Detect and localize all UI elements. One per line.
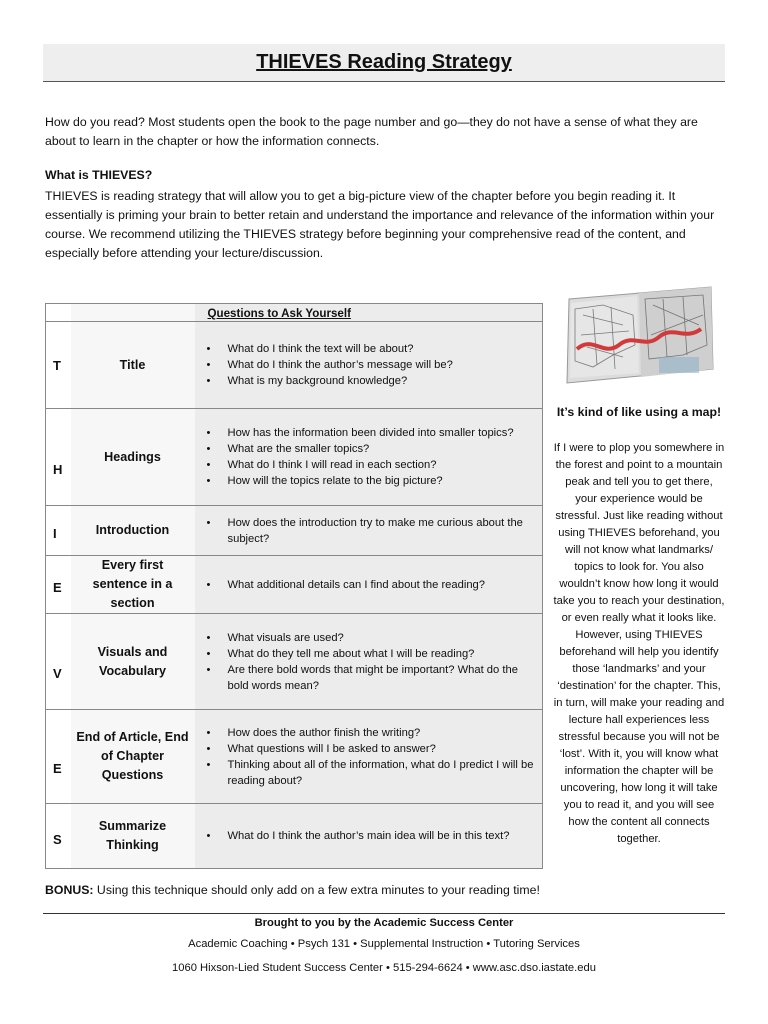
row-letter: I xyxy=(46,506,71,556)
questions-header: Questions to Ask Yourself xyxy=(207,307,351,320)
table-row xyxy=(46,506,543,556)
row-term: Title xyxy=(71,322,195,409)
question-item: • Thinking about all of the information, what do I predict I will be reading about? xyxy=(207,757,535,789)
question-list xyxy=(207,425,535,489)
question-item: • What do I think the author’s message will be? xyxy=(207,357,535,373)
question-item: • What questions will I be asked to answer? xyxy=(207,741,535,757)
row-letter: T xyxy=(46,322,71,409)
what-is-heading: What is THIEVES? xyxy=(45,168,153,182)
footer-credit: Brought to you by the Academic Success Center xyxy=(254,917,514,929)
footer-divider xyxy=(43,913,725,914)
row-questions xyxy=(195,322,543,409)
question-item: • What do they tell me about what I will be reading? xyxy=(207,646,535,662)
bonus-label: BONUS: xyxy=(45,883,94,897)
table-row xyxy=(46,710,543,804)
row-term: End of Article, End of Chapter Questions xyxy=(71,710,195,804)
question-item: • Are there bold words that might be important? What do the bold words mean? xyxy=(207,662,535,694)
question-item: • How does the introduction try to make me curious about the subject? xyxy=(207,515,535,547)
question-list xyxy=(207,725,535,789)
row-term: Headings xyxy=(71,409,195,506)
row-questions xyxy=(195,409,543,506)
question-item: • What do I think the text will be about? xyxy=(207,341,535,357)
table-row xyxy=(46,322,543,409)
row-letter: E xyxy=(46,710,71,804)
what-is-body: THIEVES is reading strategy that will allow you to get a big-picture view of the chapter before you begin reading it. It essentially is priming your brain to better retain and understand the importance and relevance of the information within your course. We recommend utilizing the THIEVES strategy before beginning your comprehensive read of the content, and especially before attending your lecture/discussion. xyxy=(45,189,715,260)
intro-paragraph xyxy=(45,113,725,151)
row-questions xyxy=(195,804,543,869)
row-letter: V xyxy=(46,614,71,710)
row-questions xyxy=(195,614,543,710)
row-letter: E xyxy=(46,556,71,614)
question-item: • What additional details can I find about the reading? xyxy=(207,577,535,593)
page-title: THIEVES Reading Strategy xyxy=(256,51,512,73)
row-term: Summarize Thinking xyxy=(71,804,195,869)
question-item: • How will the topics relate to the big picture? xyxy=(207,473,535,489)
question-item: • How has the information been divided into smaller topics? xyxy=(207,425,535,441)
row-questions xyxy=(195,556,543,614)
question-item: • What are the smaller topics? xyxy=(207,441,535,457)
table-header-row xyxy=(46,304,543,322)
bonus-text: Using this technique should only add on a few extra minutes to your reading time! xyxy=(93,883,540,897)
question-list xyxy=(207,577,535,593)
table-row xyxy=(46,556,543,614)
question-list xyxy=(207,630,535,694)
footer-contact: 1060 Hixson-Lied Student Success Center • 515-294-6624 • www.asc.dso.iastate.edu xyxy=(172,962,596,974)
intro-text: How do you read? Most students open the book to the page number and go—they do not have a sense of what they are about to learn in the chapter or how the information connects. xyxy=(45,115,698,148)
row-term: Introduction xyxy=(71,506,195,556)
question-item: • What do I think I will read in each section? xyxy=(207,457,535,473)
table-row xyxy=(46,614,543,710)
question-item: • What visuals are used? xyxy=(207,630,535,646)
title-bar xyxy=(43,44,725,82)
question-list xyxy=(207,341,535,389)
row-questions xyxy=(195,710,543,804)
row-term: Every first sentence in a section xyxy=(71,556,195,614)
footer-services: Academic Coaching • Psych 131 • Supplemental Instruction • Tutoring Services xyxy=(188,938,580,950)
question-list xyxy=(207,515,535,547)
question-item: • What do I think the author’s main idea will be in this text? xyxy=(207,828,535,844)
table-row xyxy=(46,804,543,869)
question-item: • What is my background knowledge? xyxy=(207,373,535,389)
table-row xyxy=(46,409,543,506)
map-book-image xyxy=(563,285,717,387)
row-letter: S xyxy=(46,804,71,869)
question-item: • How does the author finish the writing? xyxy=(207,725,535,741)
row-letter: H xyxy=(46,409,71,506)
thieves-table xyxy=(45,303,543,869)
map-explanation: If I were to plop you somewhere in the forest and point to a mountain peak and tell you to get there, your experience would be stressful. Just like reading without using THIEVES beforehand, you will not know what landmarks/ topics to look for. You also wouldn’t know how long it would take you to reach your destination, or even really what it looks like. However, using THIEVES beforehand will help you identify those ‘landmarks’ and your ‘destination’ for the chapter. This, in turn, will make your reading and lecture hall experiences less stressful because you will not be ‘lost’. With it, you will know what information the chapter will be uncovering, how long it will take you to read it, and you will see how the content all connects together. xyxy=(553,442,725,845)
question-list xyxy=(207,828,535,844)
map-caption: It’s kind of like using a map! xyxy=(556,405,722,419)
row-term: Visuals and Vocabulary xyxy=(71,614,195,710)
row-questions xyxy=(195,506,543,556)
bonus-note xyxy=(45,883,540,897)
